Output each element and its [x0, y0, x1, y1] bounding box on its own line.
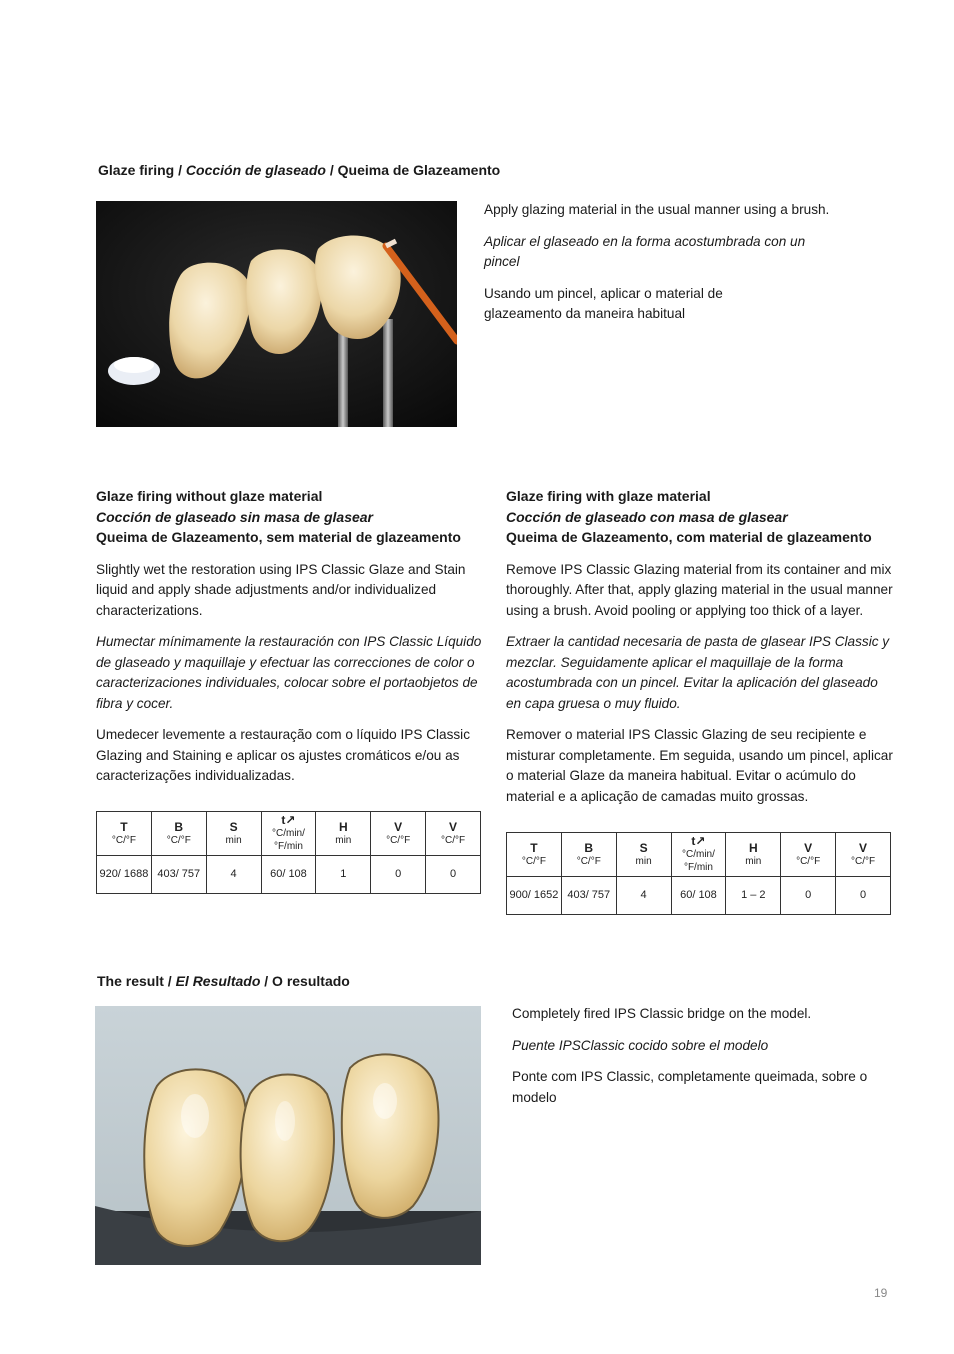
glaze-application-photo: [96, 201, 457, 427]
table-cell: 1 – 2: [726, 877, 781, 915]
table-cell: 60/ 108: [261, 856, 316, 894]
bridge-on-model-illustration: [95, 1006, 481, 1265]
table-header-cell: H min: [316, 812, 371, 856]
table-header-cell: B °C/°F: [561, 833, 616, 877]
table-header-cell: t↗ °C/min/ °F/min: [261, 812, 316, 856]
table-cell: 403/ 757: [151, 856, 206, 894]
with-glaze-title-es: Cocción de glaseado con masa de glasear: [506, 508, 788, 525]
result-text: [512, 1004, 912, 1119]
without-glaze-title-en: Glaze firing without glaze material: [96, 488, 323, 504]
table-header-cell: H min: [726, 833, 781, 877]
table-header-cell: V °C/°F: [781, 833, 836, 877]
table-row: [507, 877, 891, 915]
result-heading-es: El Resultado: [175, 973, 261, 989]
glaze-heading: [98, 160, 500, 180]
page-number: 19: [874, 1286, 888, 1300]
result-bridge-photo: [95, 1006, 481, 1265]
table-row: [97, 856, 481, 894]
with-glaze-text-en: Remove IPS Classic Glazing material from its container and mix thoroughly. After that, apply glazing material in the usual manner using a brush. Avoid pooling or applying too thick of a layer.: [506, 561, 893, 618]
glaze-heading-pt: / Queima de Glazeamento: [325, 162, 501, 178]
table-cell: 920/ 1688: [97, 856, 152, 894]
glaze-text: [484, 200, 844, 336]
with-glaze-firing-table: [506, 832, 891, 915]
table-cell: 0: [836, 877, 891, 915]
without-glaze-title-es: Cocción de glaseado sin masa de glasear: [96, 508, 373, 525]
with-glaze-title-en: Glaze firing with glaze material: [506, 488, 711, 504]
without-glaze-text-en: Slightly wet the restoration using IPS Classic Glaze and Stain liquid and apply shade adjustments and/or individualized characterizations.: [96, 561, 466, 618]
table-header-cell: B °C/°F: [151, 812, 206, 856]
table-cell: 4: [616, 877, 671, 915]
table-cell: 4: [206, 856, 261, 894]
glaze-text-en: Apply glazing material in the usual manner using a brush.: [484, 202, 830, 217]
table-header-cell: T °C/°F: [507, 833, 562, 877]
table-cell: 0: [781, 877, 836, 915]
without-glaze-text-es: Humectar mínimamente la restauración con IPS Classic Líquido de glaseado y maquillaje y efectuar las correcciones de color o caracterizaciones individuales, colocar sobre el portaobjetos de fibra y cocer.: [96, 634, 482, 711]
without-glaze-text-pt: Umedecer levemente a restauração com o líquido IPS Classic Glazing and Staining e aplicar os ajustes cromáticos e/ou as caracterizações individualizadas.: [96, 727, 471, 783]
table-cell: 0: [426, 856, 481, 894]
with-glaze-title-pt: Queima de Glazeamento, com material de glazeamento: [506, 529, 872, 545]
glaze-heading-en: Glaze firing /: [98, 162, 186, 178]
result-text-es: Puente IPSClassic cocido sobre el modelo: [512, 1037, 769, 1053]
table-header-cell: S min: [616, 833, 671, 877]
table-cell: 1: [316, 856, 371, 894]
result-heading: [97, 971, 350, 991]
glaze-text-es: Aplicar el glaseado en la forma acostumbrada con un pincel: [484, 233, 806, 269]
table-header-cell: S min: [206, 812, 261, 856]
without-glaze-title-pt: Queima de Glazeamento, sem material de glazeamento: [96, 529, 461, 545]
teeth-brush-illustration: [96, 201, 457, 427]
table-header-cell: t↗ °C/min/ °F/min: [671, 833, 726, 877]
without-glaze-section: [96, 486, 486, 798]
table-header-cell: V °C/°F: [371, 812, 426, 856]
result-heading-en: The result /: [97, 973, 176, 989]
result-text-en: Completely fired IPS Classic bridge on the model.: [512, 1006, 812, 1021]
table-cell: 900/ 1652: [507, 877, 562, 915]
table-header-cell: T °C/°F: [97, 812, 152, 856]
result-text-pt: Ponte com IPS Classic, completamente queimada, sobre o modelo: [512, 1069, 868, 1105]
table-cell: 403/ 757: [561, 877, 616, 915]
with-glaze-section: [506, 486, 896, 818]
table-header-cell: V °C/°F: [836, 833, 891, 877]
glaze-text-pt: Usando um pincel, aplicar o material de glazeamento da maneira habitual: [484, 285, 723, 321]
table-cell: 60/ 108: [671, 877, 726, 915]
with-glaze-text-pt: Remover o material IPS Classic Glazing de seu recipiente e misturar completamente. Em seguida, usando um pincel, aplicar o material Glaze da maneira habitual. Evitar o acúmulo do material e a aplicação de camadas muito grossas.: [506, 727, 893, 804]
table-header-cell: V °C/°F: [426, 812, 481, 856]
without-glaze-firing-table: [96, 811, 481, 894]
glaze-heading-es: Cocción de glaseado: [185, 162, 326, 178]
result-heading-pt: / O resultado: [260, 973, 350, 989]
with-glaze-text-es: Extraer la cantidad necesaria de pasta de glasear IPS Classic y mezclar. Seguidamente aplicar el maquillaje de la forma acostumbrada con un pincel. Evitar la aplicación del glaseado en capa gruesa o muy fluido.: [506, 634, 890, 711]
table-cell: 0: [371, 856, 426, 894]
